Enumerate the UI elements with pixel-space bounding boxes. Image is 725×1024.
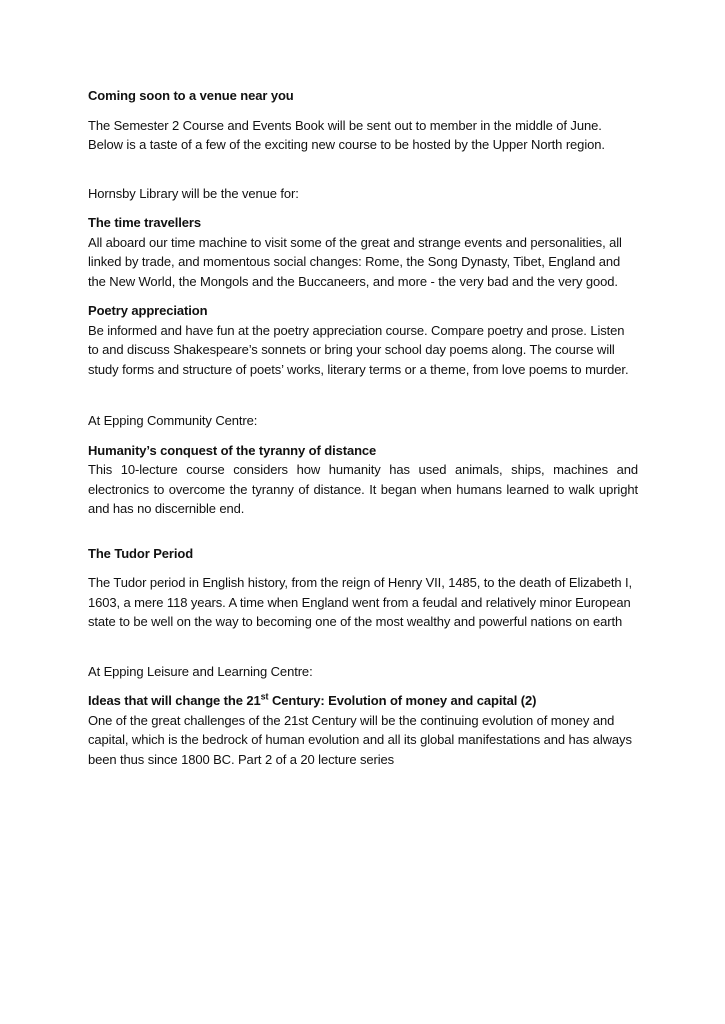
course-title-start: Ideas that will change the 21 [88,693,261,708]
document-page [88,86,638,769]
venue-label-epping-leisure: At Epping Leisure and Learning Centre: [88,663,313,679]
course-title-poetry-appreciation: Poetry appreciation [88,303,208,318]
course-title-time-travellers: The time travellers [88,215,201,230]
course-description-poetry-appreciation: Be informed and have fun at the poetry appreciation course. Compare poetry and prose. Listen to and discuss Shakespeare’s sonnets or bring your school day poems along. The course will study forms and structure of poets’ works, literary terms or a theme, from love poems to murder. [88,322,629,377]
venue-label-epping-community: At Epping Community Centre: [88,413,258,428]
course-title-tyranny-of-distance: Humanity’s conquest of the tyranny of distance [88,442,377,458]
intro-paragraph: The Semester 2 Course and Events Book will be sent out to member in the middle of June. Below is a taste of a few of the exciting new course to be hosted by the Upper North region. [88,117,605,152]
course-description-tyranny-of-distance: This 10-lecture course considers how humanity has used animals, ships, machines and electronics to overcome the tyranny of distance. It began when humans learned to walk upright and has no discernible end. [88,462,638,516]
intro-heading: Coming soon to a venue near you [88,88,294,103]
course-title-tudor-period: The Tudor Period [88,545,194,561]
course-title-superscript: st [260,691,269,702]
course-description-time-travellers: All aboard our time machine to visit some of the great and strange events and personalities, all linked by trade, and momentous social changes: Rome, the Song Dynasty, Tibet, England and the New World, the Mongols and the Buccaneers, and more - the very bad and the very good. [88,234,622,289]
course-description-21st-century-ideas: One of the great challenges of the 21st Century will be the continuing evolution of money and capital, which is the bedrock of human evolution and all its global manifestations and has always been thus since 1800 BC. Part 2 of a 20 lecture series [88,712,632,767]
course-title-21st-century-ideas [88,691,638,711]
venue-label-hornsby: Hornsby Library will be the venue for: [88,185,299,201]
course-description-tudor-period: The Tudor period in English history, from the reign of Henry VII, 1485, to the death of Elizabeth I, 1603, a mere 118 years. A time when England went from a feudal and relatively minor European state to be well on the way to becoming one of the most wealthy and powerful nations on earth [88,575,633,629]
course-title-end: Century: Evolution of money and capital (2) [268,693,537,708]
